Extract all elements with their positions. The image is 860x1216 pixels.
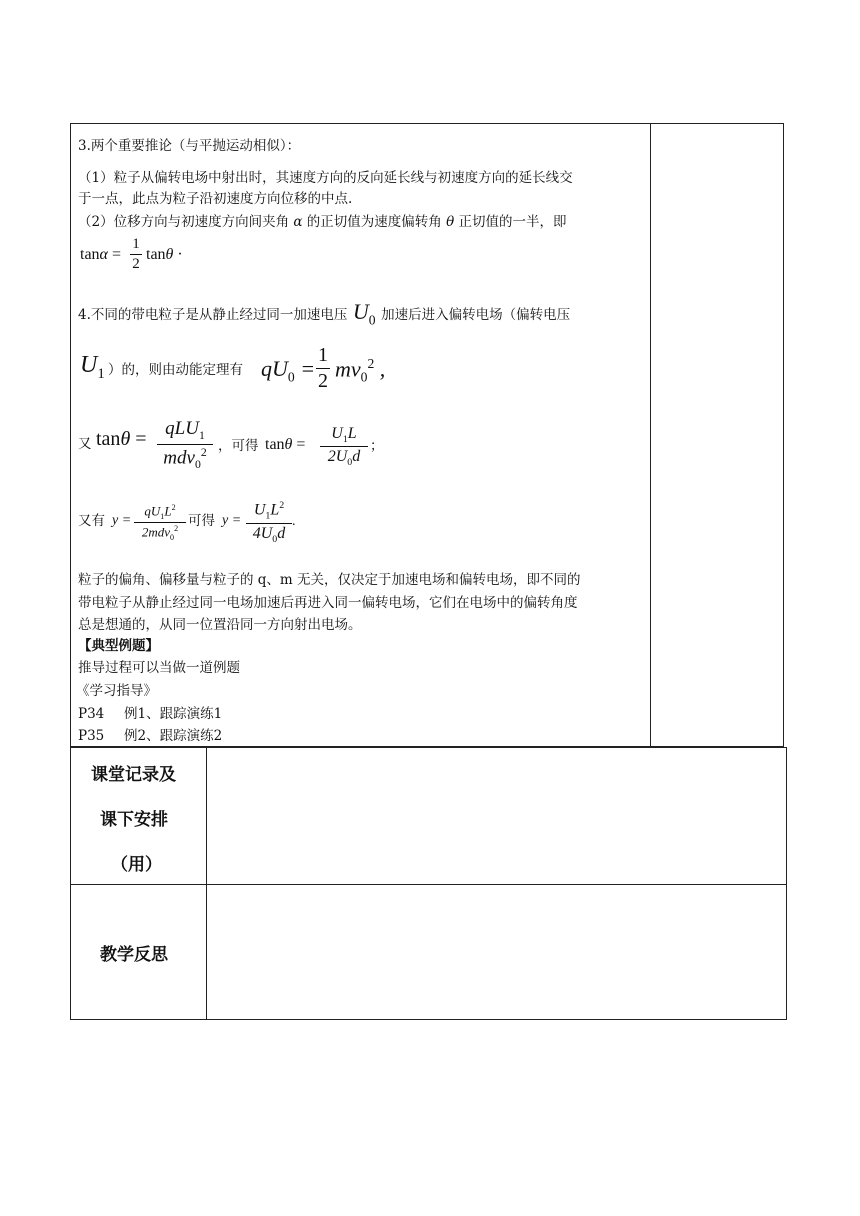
item1-line1: （1）粒子从偏转电场中射出时，其速度方向的反向延长线与初速度方向的延长线交 [78,170,573,186]
book-title: 《学习指导》 [76,683,157,699]
tan-alpha-lhs: tanα = [80,246,121,263]
typical-title: 【典型例题】 [78,638,159,654]
teaching-reflection-label: 教学反思 [100,945,168,965]
youyou-label: 又有 [78,513,105,529]
semicolon: ； [370,438,384,454]
one-half-fraction: 1 2 [130,236,142,273]
conclusion-line2: 带电粒子从静止经过同一电场加速后再进入同一偏转电场，它们在电场中的偏转角度 [78,595,578,611]
u1l-fraction: $U_1L$ $2U_0d$ [320,425,368,468]
u0-symbol: $U_0$ [347,299,376,328]
p34-page: P34 [78,706,105,722]
mv0-squared: $mv_0^2$ , [335,356,386,385]
period-mark: . [292,514,296,529]
qlu1-fraction: qLU$_1$ mdv$_0^2$ [157,418,213,472]
alpha-symbol: α [289,214,307,230]
item4-line1 [78,299,571,330]
you-label: 又 [78,436,92,452]
p34-text: 例1、跟踪演练1 [124,706,223,722]
item4-line1-b: 加速后进入偏转电场（偏转电压 [381,307,571,323]
qu1l2-fraction: $qU_1L^2$ 2mdv$_0^2$ [134,503,186,542]
tan-theta-lhs-2: tanθ = [265,436,306,453]
half-fraction-energy: 1 2 [318,344,328,392]
heading-3: 3.两个重要推论（与平抛运动相似）： [78,138,301,154]
teaching-reflection-cell[interactable] [207,885,786,1019]
qu0-expression: $qU_0$ = [261,356,316,385]
item4-line2-a: ）的，则由动能定理有 [108,362,243,378]
class-record-label-line2: 课下安排 [100,810,168,830]
y-lhs-1: y = [112,513,132,528]
tan-theta-rhs: tanθ · [146,246,183,263]
tan-theta-lhs-1: tanθ = [96,428,147,450]
item2-line1 [78,212,567,232]
upper-table-column-divider [650,123,651,747]
u1-symbol: $U_1$ [80,352,105,382]
class-record-label-line1: 课堂记录及 [91,765,176,785]
item2-mid2: 正切值的一半，即 [458,214,567,230]
p35-page: P35 [78,728,105,744]
typical-line1: 推导过程可以当做一道例题 [78,660,240,676]
conclusion-line1: 粒子的偏角、偏移量与粒子的 q、m 无关，仅决定于加速电场和偏转电场，即不同的 [78,572,581,588]
item2-prefix: （2）位移方向与初速度方向间夹角 [78,214,290,230]
u1l2-fraction: $U_1L^2$ $4U_0d$ [246,500,292,545]
item2-mid1: 的正切值为速度偏转角 [306,214,442,230]
kede-label-2: 可得 [188,513,215,529]
item1-line2: 于一点，此点为粒子沿初速度方向位移的中点. [78,191,353,207]
class-record-label-line3: （用） [111,855,162,875]
kede-label-1: ，可得 [218,438,259,454]
y-lhs-2: y = [222,513,242,528]
conclusion-line3: 总是想通的，从同一位置沿同一方向射出电场。 [78,617,362,633]
p35-text: 例2、跟踪演练2 [124,728,223,744]
theta-symbol: θ [441,214,459,230]
class-record-cell[interactable] [207,748,786,883]
item4-line1-a: 4.不同的带电粒子是从静止经过同一加速电压 [78,307,348,323]
